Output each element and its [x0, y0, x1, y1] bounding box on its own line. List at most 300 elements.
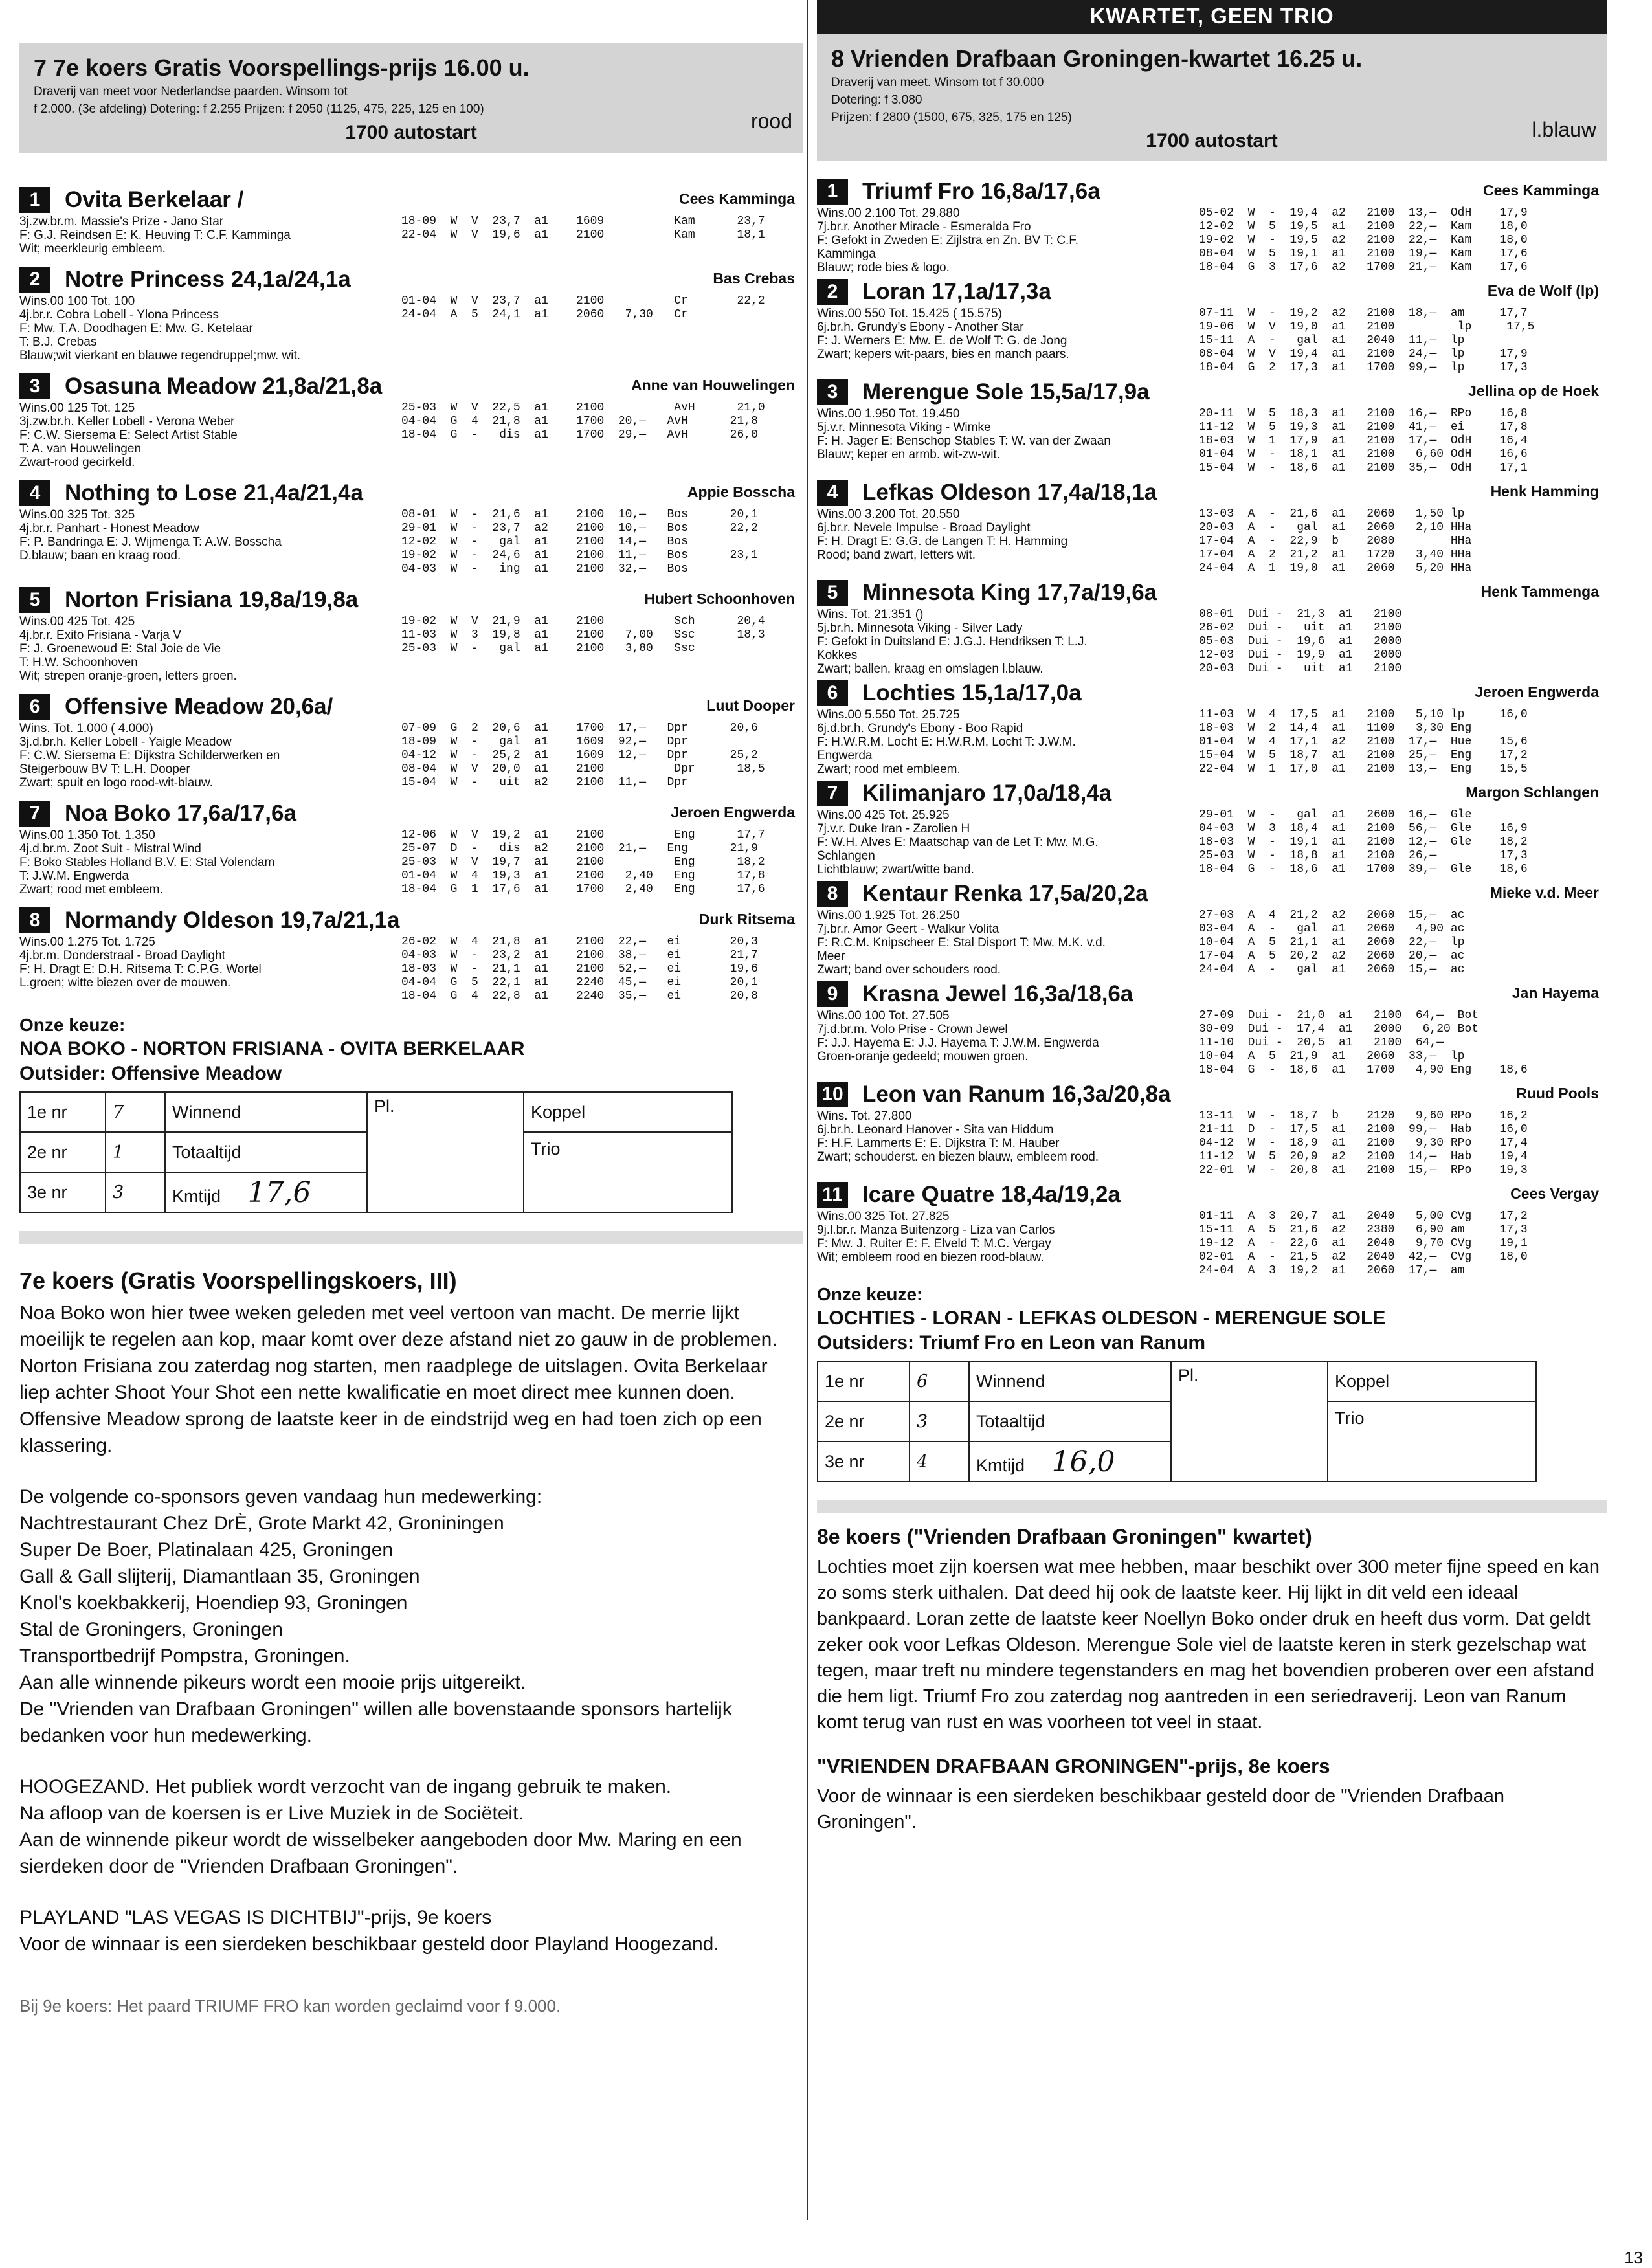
text-line: Stal de Groningers, Groningen	[19, 1619, 283, 1640]
horse-details	[817, 307, 1179, 375]
recent-results	[401, 828, 765, 896]
horse-header	[817, 1180, 1607, 1210]
result-line: 08-01 Dui - 21,3 a1 2100	[1199, 608, 1402, 621]
horse-details	[817, 1009, 1179, 1077]
recent-results	[1199, 909, 1464, 977]
start-number: 11	[817, 1182, 848, 1208]
horse-entry	[817, 1080, 1607, 1177]
horse-detail-line: Wins.00 1.925 Tot. 26.250	[817, 909, 960, 922]
horse-detail-line: 7j.d.br.m. Volo Prise - Crown Jewel	[817, 1023, 1008, 1036]
horse-detail-line: Wins.00 100 Tot. 100	[19, 295, 135, 308]
bet-kmtijd-label: Kmtijd	[976, 1455, 1025, 1475]
result-line: 18-03 W 2 14,4 a1 1100 3,30 Eng	[1199, 722, 1472, 735]
race8-horse-list	[817, 177, 1607, 1278]
trainer-name: Durk Ritsema	[698, 911, 795, 928]
race7-title: 7 7e koers Gratis Voorspellings-prijs 16.00 u.	[34, 54, 530, 81]
horse-entry	[817, 578, 1607, 676]
horse-detail-line: Groen-oranje gedeeld; mouwen groen.	[817, 1050, 1029, 1063]
race7-betting-form	[19, 1091, 733, 1213]
horse-detail-line: 4j.d.br.m. Zoot Suit - Mistral Wind	[19, 842, 201, 856]
playland-prize	[19, 1904, 803, 1957]
result-line: 04-12 W - 18,9 a1 2100 9,30 RPo 17,4	[1199, 1137, 1528, 1150]
text-line: Gall & Gall slijterij, Diamantlaan 35, Groningen	[19, 1566, 420, 1587]
recent-results	[1199, 708, 1528, 776]
result-line: 01-04 W 4 17,1 a2 2100 17,— Hue 15,6	[1199, 735, 1528, 748]
horse-detail-line: F: G.J. Reindsen E: K. Heuving T: C.F. Kamminga	[19, 228, 291, 242]
horse-detail-line: 6j.br.r. Nevele Impulse - Broad Daylight	[817, 521, 1031, 535]
outsider: Outsider: Offensive Meadow	[19, 1063, 282, 1084]
horse-name: Kilimanjaro 17,0a/18,4a	[862, 781, 1112, 806]
pick-horses: NOA BOKO - NORTON FRISIANA - OVITA BERKELAAR	[19, 1038, 525, 1060]
race8-color: l.blauw	[1532, 118, 1596, 141]
text-line: De "Vrienden van Drafbaan Groningen" willen alle bovenstaande sponsors hartelijk bedanken voor hun medewerking.	[19, 1698, 732, 1746]
horse-detail-line: D.blauw; baan en kraag rood.	[19, 549, 181, 562]
horse-name: Offensive Meadow 20,6a/	[65, 694, 333, 719]
pick-horses: LOCHTIES - LORAN - LEFKAS OLDESON - MERENGUE SOLE	[817, 1307, 1386, 1329]
result-line: 15-11 A 5 21,6 a2 2380 6,90 am 17,3	[1199, 1223, 1528, 1236]
horse-details	[19, 401, 382, 469]
race7-column	[19, 0, 803, 2016]
horse-name: Nothing to Lose 21,4a/21,4a	[65, 480, 363, 506]
start-number: 4	[817, 480, 848, 506]
race8-banner: KWARTET, GEEN TRIO	[817, 0, 1607, 34]
bet-kmtijd-cell	[165, 1172, 367, 1212]
horse-entry	[19, 692, 803, 790]
horse-detail-line: Steigerbouw BV T: L.H. Dooper	[19, 762, 190, 776]
horse-detail-line: 6j.d.br.h. Grundy's Ebony - Boo Rapid	[817, 722, 1023, 735]
result-line: 30-09 Dui - 17,4 a1 2000 6,20 Bot	[1199, 1023, 1479, 1036]
horse-detail-line: Zwart; rood met embleem.	[19, 883, 163, 896]
trainer-name: Cees Vergay	[1510, 1185, 1599, 1202]
horse-entry	[19, 478, 803, 576]
horse-detail-line: 6j.br.h. Leonard Hanover - Sita van Hiddum	[817, 1123, 1054, 1137]
result-line: 05-02 W - 19,4 a2 2100 13,— OdH 17,9	[1199, 206, 1528, 219]
horse-header	[19, 478, 803, 508]
race8-header	[817, 34, 1607, 161]
race7-info-line: f 2.000. (3e afdeling) Dotering: f 2.255 Prijzen: f 2050 (1125, 475, 225, 125 en 100)	[34, 102, 484, 116]
trainer-name: Jan Hayema	[1512, 984, 1599, 1001]
horse-header	[817, 879, 1607, 909]
page-number: 13	[1624, 2248, 1643, 2267]
horse-detail-line: Wins.00 5.550 Tot. 25.725	[817, 708, 960, 722]
horse-detail-line: 3j.d.br.h. Keller Lobell - Yaigle Meadow	[19, 735, 232, 749]
result-line: 04-04 G 5 22,1 a1 2240 45,— ei 20,1	[401, 976, 758, 989]
result-line: 29-01 W - 23,7 a2 2100 10,— Bos 22,2	[401, 522, 758, 535]
result-line: 19-02 W V 21,9 a1 2100 Sch 20,4	[401, 615, 765, 628]
start-number: 9	[817, 981, 848, 1007]
horse-detail-line: Blauw; keper en armb. wit-zw-wit.	[817, 448, 1000, 461]
horse-detail-line: 3j.zw.br.h. Keller Lobell - Verona Weber	[19, 415, 235, 428]
bet-winnend-label: Winnend	[969, 1361, 1171, 1401]
result-line: 18-04 G - 18,6 a1 1700 39,— Gle 18,6	[1199, 863, 1528, 876]
result-line: 24-04 A 1 19,0 a1 2060 5,20 HHa	[1199, 562, 1472, 575]
result-line: 11-10 Dui - 20,5 a1 2100 64,—	[1199, 1036, 1444, 1049]
horse-entry	[817, 879, 1607, 977]
bet-kmtijd-label: Kmtijd	[172, 1186, 221, 1206]
horse-details	[19, 615, 382, 683]
horse-detail-line: 3j.zw.br.m. Massie's Prize - Jano Star	[19, 215, 224, 228]
race8-info-line: Prijzen: f 2800 (1500, 675, 325, 175 en 125)	[831, 111, 1072, 124]
text-line: Aan alle winnende pikeurs wordt een mooie prijs uitgereikt.	[19, 1672, 526, 1693]
claim-footnote: Bij 9e koers: Het paard TRIUMF FRO kan worden geclaimd voor f 9.000.	[19, 1996, 561, 2016]
horse-detail-line: 4j.br.r. Panhart - Honest Meadow	[19, 522, 199, 535]
handwritten-third: 3	[106, 1172, 165, 1212]
start-number: 10	[817, 1082, 848, 1107]
result-line: 18-04 G 1 17,6 a1 1700 2,40 Eng 17,6	[401, 883, 765, 896]
trainer-name: Luut Dooper	[706, 697, 795, 714]
horse-detail-line: Wins.00 2.100 Tot. 29.880	[817, 206, 960, 220]
horse-header	[817, 1080, 1607, 1109]
result-line: 22-04 W V 19,6 a1 2100 Kam 18,1	[401, 228, 765, 241]
horse-name: Triumf Fro 16,8a/17,6a	[862, 179, 1100, 204]
trainer-name: Margon Schlangen	[1466, 784, 1599, 801]
result-line: 11-12 W 5 19,3 a1 2100 41,— ei 17,8	[1199, 421, 1528, 434]
race8-betting-form	[817, 1361, 1537, 1482]
race7-start-type: 1700 autostart	[345, 122, 477, 143]
handwritten-second: 1	[106, 1132, 165, 1172]
horse-header	[19, 692, 803, 722]
horse-detail-line: 4j.br.m. Donderstraal - Broad Daylight	[19, 949, 225, 962]
horse-details	[19, 508, 382, 576]
horse-entry	[19, 906, 803, 1003]
horse-detail-line: Kamminga	[817, 247, 876, 261]
horse-detail-line: F: H. Jager E: Benschop Stables T: W. van der Zwaan	[817, 434, 1111, 448]
trainer-name: Cees Kamminga	[679, 190, 795, 207]
race7-horse-list	[19, 185, 803, 1003]
horse-entry	[19, 372, 803, 469]
horse-detail-line: Wins.00 125 Tot. 125	[19, 401, 135, 415]
result-line: 18-04 G 4 22,8 a1 2240 35,— ei 20,8	[401, 990, 758, 1003]
bet-row-label: 3e nr	[20, 1172, 106, 1212]
horse-details	[817, 808, 1179, 876]
text-line: Knol's koekbakkerij, Hoendiep 93, Groningen	[19, 1592, 408, 1614]
horse-detail-line: 4j.br.r. Cobra Lobell - Ylona Princess	[19, 308, 219, 322]
horse-detail-line: 5j.br.h. Minnesota Viking - Silver Lady	[817, 621, 1023, 635]
start-number: 2	[19, 267, 50, 293]
horse-detail-line: Zwart; kepers wit-paars, bies en manch paars.	[817, 348, 1069, 361]
horse-detail-line: T: H.W. Schoonhoven	[19, 656, 138, 669]
trainer-name: Henk Tammenga	[1480, 583, 1599, 600]
horse-detail-line: Wins. Tot. 27.800	[817, 1109, 912, 1123]
horse-detail-line: Wins.00 325 Tot. 325	[19, 508, 135, 522]
bet-row-label: 3e nr	[818, 1441, 910, 1482]
result-line: 01-04 W 4 19,3 a1 2100 2,40 Eng 17,8	[401, 869, 765, 882]
trainer-name: Jellina op de Hoek	[1468, 383, 1599, 399]
recent-results	[401, 401, 765, 469]
horse-detail-line: F: H.W.R.M. Locht E: H.W.R.M. Locht T: J.W.M.	[817, 735, 1076, 749]
horse-detail-line: F: Mw. T.A. Doodhagen E: Mw. G. Ketelaar	[19, 322, 253, 335]
horse-name: Krasna Jewel 16,3a/18,6a	[862, 981, 1133, 1006]
horse-name: Icare Quatre 18,4a/19,2a	[862, 1182, 1121, 1207]
horse-detail-line: F: J.J. Hayema E: J.J. Hayema T: J.W.M. Engwerda	[817, 1036, 1099, 1050]
race8-pick	[817, 1284, 1607, 1354]
result-line: 08-01 W - 21,6 a1 2100 10,— Bos 20,1	[401, 508, 758, 521]
result-line: 26-02 W 4 21,8 a1 2100 22,— ei 20,3	[401, 935, 758, 948]
result-line: 15-04 W 5 18,7 a1 2100 25,— Eng 17,2	[1199, 749, 1528, 762]
horse-detail-line: Zwart; rood met embleem.	[817, 762, 961, 776]
recent-results	[1199, 206, 1528, 274]
horse-details	[19, 722, 382, 790]
result-line: 27-03 A 4 21,2 a2 2060 15,— ac	[1199, 909, 1465, 922]
start-number: 7	[817, 781, 848, 806]
bet-totaaltijd-label: Totaaltijd	[165, 1132, 367, 1172]
grey-separator	[817, 1500, 1607, 1513]
hoogezand-notice	[19, 1773, 803, 1880]
horse-detail-line: F: J. Groenewoud E: Stal Joie de Vie	[19, 642, 221, 656]
result-line: 24-04 A 5 24,1 a1 2060 7,30 Cr	[401, 308, 688, 321]
text-line: HOOGEZAND. Het publiek wordt verzocht van de ingang gebruik te maken.	[19, 1776, 672, 1797]
result-line: 19-06 W V 19,0 a1 2100 lp 17,5	[1199, 320, 1535, 333]
result-line: 02-01 A - 21,5 a2 2040 42,— CVg 18,0	[1199, 1251, 1528, 1263]
horse-detail-line: Zwart; band over schouders rood.	[817, 963, 1001, 977]
horse-name: Lochties 15,1a/17,0a	[862, 680, 1082, 706]
horse-name: Norton Frisiana 19,8a/19,8a	[65, 587, 359, 612]
result-line: 19-02 W - 24,6 a1 2100 11,— Bos 23,1	[401, 549, 758, 562]
result-line: 04-03 W - 23,2 a1 2100 38,— ei 21,7	[401, 949, 758, 962]
text-line: PLAYLAND "LAS VEGAS IS DICHTBIJ"-prijs, 9e koers	[19, 1907, 492, 1928]
grey-separator	[19, 1231, 803, 1244]
trainer-name: Appie Bosscha	[687, 484, 795, 500]
recent-results	[401, 935, 758, 1003]
horse-detail-line: Wit; embleem rood en biezen rood-blauw.	[817, 1251, 1044, 1264]
horse-name: Kentaur Renka 17,5a/20,2a	[862, 881, 1148, 906]
result-line: 07-09 G 2 20,6 a1 1700 17,— Dpr 20,6	[401, 722, 758, 735]
bet-koppel-label: Koppel	[524, 1092, 732, 1132]
result-line: 24-04 A - gal a1 2060 15,— ac	[1199, 963, 1465, 976]
recent-results	[1199, 608, 1401, 676]
trainer-name: Jeroen Engwerda	[1475, 684, 1599, 700]
bet-trio-label: Trio	[524, 1132, 732, 1212]
horse-detail-line: Wins. Tot. 1.000 ( 4.000)	[19, 722, 153, 735]
result-line: 25-03 W - 18,8 a1 2100 26,— 17,3	[1199, 849, 1528, 862]
horse-name: Minnesota King 17,7a/19,6a	[862, 580, 1157, 605]
horse-name: Normandy Oldeson 19,7a/21,1a	[65, 907, 400, 933]
horse-entry	[19, 585, 803, 683]
recent-results	[1199, 808, 1528, 876]
result-line: 15-04 W - 18,6 a1 2100 35,— OdH 17,1	[1199, 461, 1528, 474]
result-line: 11-03 W 4 17,5 a1 2100 5,10 lp 16,0	[1199, 708, 1528, 721]
result-line: 20-11 W 5 18,3 a1 2100 16,— RPo 16,8	[1199, 407, 1528, 420]
result-line: 18-04 G - 18,6 a1 1700 4,90 Eng 18,6	[1199, 1063, 1528, 1076]
result-line: 13-03 A - 21,6 a1 2060 1,50 lp	[1199, 507, 1465, 520]
result-line: 24-04 A 3 19,2 a1 2060 17,— am	[1199, 1264, 1465, 1277]
result-line: 18-04 G 2 17,3 a1 1700 99,— lp 17,3	[1199, 361, 1528, 374]
result-line: 01-04 W V 23,7 a1 2100 Cr 22,2	[401, 295, 765, 307]
horse-entry	[19, 799, 803, 896]
horse-entry	[817, 678, 1607, 776]
horse-detail-line: Wit; meerkleurig embleem.	[19, 242, 166, 256]
result-line: 10-04 A 5 21,1 a1 2060 22,— lp	[1199, 936, 1465, 949]
horse-detail-line: 5j.v.r. Minnesota Viking - Wimke	[817, 421, 991, 434]
horse-detail-line: F: H.F. Lammerts E: E. Dijkstra T: M. Hauber	[817, 1137, 1060, 1150]
result-line: 13-11 W - 18,7 b 2120 9,60 RPo 16,2	[1199, 1109, 1528, 1122]
result-line: 18-04 G 3 17,6 a2 1700 21,— Kam 17,6	[1199, 261, 1528, 274]
recent-results	[401, 722, 765, 790]
trainer-name: Anne van Houwelingen	[631, 377, 795, 394]
race8-column	[817, 0, 1607, 1835]
result-line: 08-04 W V 19,4 a1 2100 24,— lp 17,9	[1199, 348, 1528, 361]
start-number: 1	[19, 187, 50, 213]
horse-detail-line: Wins.00 425 Tot. 425	[19, 615, 135, 628]
bet-row-label: 1e nr	[20, 1092, 106, 1132]
result-line: 18-09 W - gal a1 1609 92,— Dpr	[401, 735, 688, 748]
bet-place-label: Pl.	[1171, 1361, 1328, 1482]
trainer-name: Jeroen Engwerda	[671, 804, 795, 821]
result-line: 25-07 D - dis a2 2100 21,— Eng 21,9	[401, 842, 758, 855]
handwritten-third: 4	[910, 1441, 969, 1482]
trainer-name: Cees Kamminga	[1483, 182, 1599, 199]
horse-details	[19, 935, 382, 1003]
horse-name: Noa Boko 17,6a/17,6a	[65, 801, 296, 826]
horse-detail-line: F: R.C.M. Knipscheer E: Stal Disport T: Mw. M.K. v.d.	[817, 936, 1106, 950]
horse-detail-line: T: B.J. Crebas	[19, 335, 97, 349]
horse-header	[19, 265, 803, 295]
result-line: 12-02 W 5 19,5 a1 2100 22,— Kam 18,0	[1199, 220, 1528, 233]
result-line: 22-04 W 1 17,0 a1 2100 13,— Eng 15,5	[1199, 762, 1528, 775]
result-line: 08-04 W 5 19,1 a1 2100 19,— Kam 17,6	[1199, 247, 1528, 260]
trainer-name: Eva de Wolf (lp)	[1487, 282, 1599, 299]
horse-detail-line: Zwart-rood gecirkeld.	[19, 456, 135, 469]
horse-name: Leon van Ranum 16,3a/20,8a	[862, 1082, 1171, 1107]
handwritten-kmtijd: 16,0	[1051, 1445, 1115, 1478]
race7-header	[19, 43, 803, 153]
result-line: 22-01 W - 20,8 a1 2100 15,— RPo 19,3	[1199, 1164, 1528, 1177]
horse-detail-line: Wins.00 1.350 Tot. 1.350	[19, 828, 155, 842]
race7-color: rood	[750, 109, 792, 133]
horse-detail-line: F: P. Bandringa E: J. Wijmenga T: A.W. Bosscha	[19, 535, 282, 549]
result-line: 17-04 A 2 21,2 a1 1720 3,40 HHa	[1199, 548, 1472, 561]
bet-place-label: Pl.	[367, 1092, 524, 1212]
result-line: 08-04 W V 20,0 a1 2100 Dpr 18,5	[401, 762, 765, 775]
race8-story: Lochties moet zijn koersen wat mee hebben, maar beschikt over 300 meter fijne speed en kan zo soms sterk uithalen. Dat deed hij ook de laatste keer. Hij lijkt in dit veld een ideaal bankpaard. Loran zette de laatste keer Noellyn Boko onder druk en heeft dus vorm. Dat geldt zeker ook voor Lefkas Oldeson. Merengue Sole viel de laatste keren in sterk gezelschap wat tegen, maar treft nu mindere tegenstanders en mag het bovendien proberen over een afstand die hem ligt. Triumf Fro zou zaterdag nog aantreden in een seriedraverij. Leon van Ranum komt terug van rust en was voorheen tot veel in staat.	[817, 1557, 1600, 1733]
horse-detail-line: F: Boko Stables Holland B.V. E: Stal Volendam	[19, 856, 275, 869]
horse-detail-line: Wit; strepen oranje-groen, letters groen.	[19, 669, 237, 683]
result-line: 15-11 A - gal a1 2040 11,— lp	[1199, 334, 1465, 347]
handwritten-second: 3	[910, 1401, 969, 1441]
result-line: 26-02 Dui - uit a1 2100	[1199, 621, 1402, 634]
horse-detail-line: F: C.W. Siersema E: Dijkstra Schilderwerken en	[19, 749, 280, 762]
start-number: 3	[19, 373, 50, 399]
recent-results	[1199, 1009, 1528, 1077]
trainer-name: Ruud Pools	[1516, 1085, 1599, 1102]
horse-detail-line: 9j.l.br.r. Manza Buitenzorg - Liza van Carlos	[817, 1223, 1055, 1237]
horse-detail-line: Zwart; ballen, kraag en omslagen l.blauw.	[817, 662, 1044, 676]
recent-results	[401, 615, 765, 683]
horse-entry	[817, 779, 1607, 876]
handwritten-kmtijd: 17,6	[247, 1175, 311, 1209]
result-line: 18-09 W V 23,7 a1 1609 Kam 23,7	[401, 215, 765, 228]
result-line: 19-12 A - 22,6 a1 2040 9,70 CVg 19,1	[1199, 1237, 1528, 1250]
recent-results	[401, 508, 758, 576]
horse-detail-line: Wins.00 425 Tot. 25.925	[817, 808, 950, 822]
bet-row-label: 2e nr	[818, 1401, 910, 1441]
result-line: 20-03 Dui - uit a1 2100	[1199, 662, 1402, 675]
horse-name: Lefkas Oldeson 17,4a/18,1a	[862, 480, 1157, 505]
race8-prize-title: "VRIENDEN DRAFBAAN GRONINGEN"-prijs, 8e koers	[817, 1755, 1330, 1777]
horse-details	[19, 828, 382, 896]
horse-details	[817, 407, 1179, 475]
horse-details	[817, 1109, 1179, 1177]
horse-details	[19, 215, 382, 256]
result-line: 17-04 A - 22,9 b 2080 HHa	[1199, 535, 1472, 548]
horse-detail-line: 7j.br.r. Another Miracle - Esmeralda Fro	[817, 220, 1031, 234]
result-line: 25-03 W V 22,5 a1 2100 AvH 21,0	[401, 401, 765, 414]
bet-row-label: 2e nr	[20, 1132, 106, 1172]
result-line: 25-03 W - gal a1 2100 3,80 Ssc	[401, 642, 695, 655]
horse-detail-line: F: C.W. Siersema E: Select Artist Stable	[19, 428, 238, 442]
race8-info-line: Dotering: f 3.080	[831, 93, 922, 107]
trainer-name: Bas Crebas	[713, 270, 795, 287]
result-line: 25-03 W V 19,7 a1 2100 Eng 18,2	[401, 856, 765, 869]
race8-info-line: Draverij van meet. Winsom tot f 30.000	[831, 76, 1044, 89]
column-divider	[807, 0, 808, 2220]
result-line: 18-03 W - 19,1 a1 2100 12,— Gle 18,2	[1199, 836, 1528, 849]
horse-name: Loran 17,1a/17,3a	[862, 279, 1051, 304]
result-line: 04-04 G 4 21,8 a1 1700 20,— AvH 21,8	[401, 415, 758, 428]
horse-detail-line: F: W.H. Alves E: Maatschap van de Let T: Mw. M.G.	[817, 836, 1099, 849]
race8-start-type: 1700 autostart	[1146, 130, 1278, 151]
race7-story: Noa Boko won hier twee weken geleden met veel vertoon van macht. De merrie lijkt moeilijk te regelen aan kop, maar komt over deze afstand niet zo gauw in de problemen. Norton Frisiana zou zaterdag nog starten, men raadplege de uitslagen. Ovita Berkelaar liep achter Shoot Your Shot een nette kwalificatie en moet direct mee kunnen doen. Offensive Meadow sprong de laatste keer in de eindstrijd weg en had toen zich op een klassering.	[19, 1302, 777, 1456]
horse-detail-line: Blauw; rode bies & logo.	[817, 261, 950, 274]
horse-detail-line: Wins. Tot. 21.351 ()	[817, 608, 924, 621]
result-line: 07-11 W - 19,2 a2 2100 18,— am 17,7	[1199, 307, 1528, 320]
start-number: 1	[817, 179, 848, 205]
text-line: Transportbedrijf Pompstra, Groningen.	[19, 1645, 350, 1667]
horse-detail-line: Kokkes	[817, 649, 858, 662]
horse-details	[817, 507, 1179, 575]
horse-details	[817, 206, 1179, 274]
trainer-name: Henk Hamming	[1490, 483, 1599, 500]
start-number: 8	[19, 907, 50, 933]
start-number: 5	[817, 580, 848, 606]
horse-detail-line: T: A. van Houwelingen	[19, 442, 142, 456]
result-line: 04-03 W 3 18,4 a1 2100 56,— Gle 16,9	[1199, 822, 1528, 835]
horse-header	[817, 478, 1607, 507]
horse-detail-line: 7j.br.r. Amor Geert - Walkur Volita	[817, 922, 999, 936]
horse-detail-line: 4j.br.r. Exito Frisiana - Varja V	[19, 628, 181, 642]
horse-detail-line: 6j.br.h. Grundy's Ebony - Another Star	[817, 320, 1024, 334]
horse-entry	[19, 265, 803, 362]
horse-detail-line: F: J. Werners E: Mw. E. de Wolf T: G. de Jong	[817, 334, 1067, 348]
horse-entry	[817, 277, 1607, 375]
horse-entry	[817, 1180, 1607, 1278]
recent-results	[401, 295, 765, 362]
race8-story-title: 8e koers ("Vrienden Drafbaan Groningen" kwartet)	[817, 1525, 1312, 1548]
recent-results	[1199, 1210, 1528, 1278]
recent-results	[1199, 407, 1528, 475]
horse-detail-line: Wins.00 3.200 Tot. 20.550	[817, 507, 960, 521]
race7-story-title: 7e koers (Gratis Voorspellingskoers, III)	[19, 1267, 457, 1294]
result-line: 18-04 G - dis a1 1700 29,— AvH 26,0	[401, 428, 758, 441]
result-line: 15-04 W - uit a2 2100 11,— Dpr	[401, 776, 688, 789]
handwritten-first: 6	[910, 1361, 969, 1401]
horse-detail-line: Rood; band zwart, letters wit.	[817, 548, 976, 562]
start-number: 6	[19, 694, 50, 720]
bet-kmtijd-cell	[969, 1441, 1171, 1482]
horse-detail-line: Blauw;wit vierkant en blauwe regendruppel;mw. wit.	[19, 349, 301, 362]
result-line: 17-04 A 5 20,2 a2 2060 20,— ac	[1199, 950, 1465, 962]
horse-detail-line: Wins.00 325 Tot. 27.825	[817, 1210, 950, 1223]
horse-detail-line: F: H. Dragt E: D.H. Ritsema T: C.P.G. Wortel	[19, 962, 262, 976]
result-line: 19-02 W - 19,5 a2 2100 22,— Kam 18,0	[1199, 234, 1528, 247]
text-line: Na afloop van de koersen is er Live Muziek in de Sociëteit.	[19, 1803, 524, 1824]
start-number: 8	[817, 881, 848, 907]
horse-detail-line: Wins.00 1.275 Tot. 1.725	[19, 935, 155, 949]
bet-totaaltijd-label: Totaaltijd	[969, 1401, 1171, 1441]
pick-label: Onze keuze:	[817, 1284, 923, 1304]
trainer-name: Mieke v.d. Meer	[1490, 884, 1599, 901]
text-line: Voor de winnaar is een sierdeken beschikbaar gesteld door Playland Hoogezand.	[19, 1933, 719, 1955]
